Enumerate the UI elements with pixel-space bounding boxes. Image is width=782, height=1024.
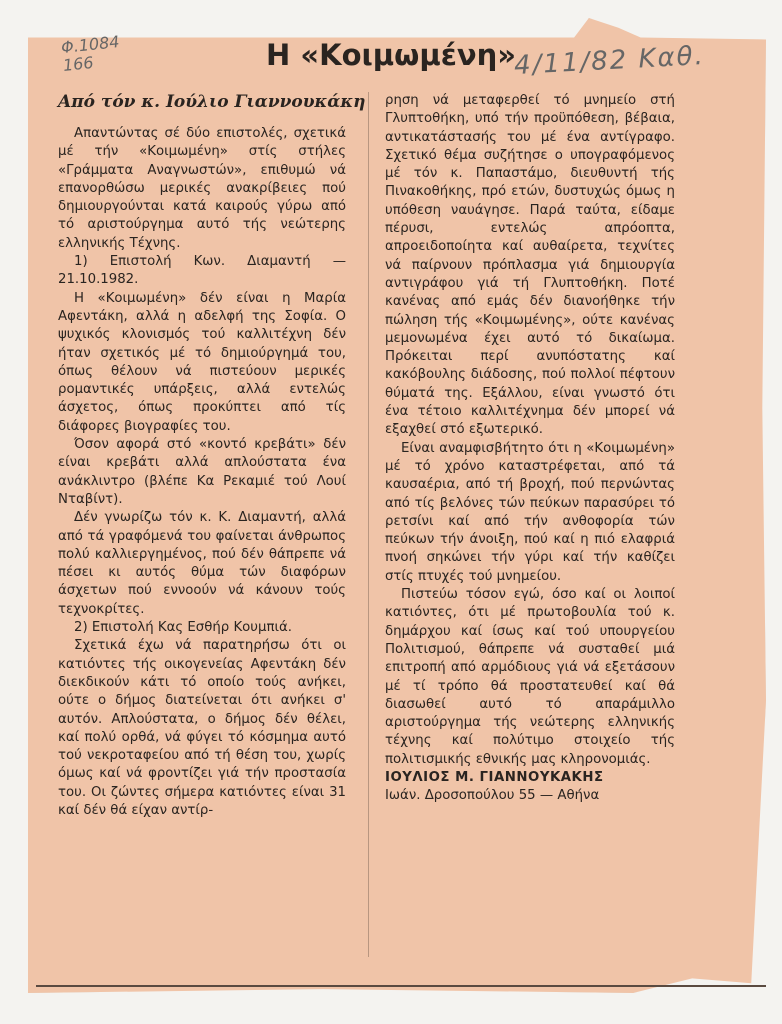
handwritten-line-2: 166 [62,52,95,75]
paragraph: Απαντώντας σέ δύο επιστολές, σχετικά μέ τήν «Κοιμωμένη» στίς στήλες «Γράμματα Αναγνωστών», επιθυμώ νά επανορθώσω μερικές ανακρίβειες πού δημιουργούνται κατά καιρούς γύρω από τό αριστούργημα αυτό τής νεώτερης ελληνικής Τέχνης. [58,126,346,251]
paragraph: ρηση νά μεταφερθεί τό μνημείο στή Γλυπτοθήκη, υπό τήν προϋπόθεση, βέβαια, αντικατάστασής του μέ ένα αντίγραφο. Σχετικό θέμα συζήτησε ο υπογραφόμενος μέ τόν κ. Παπαστάμο, διευθυντή τής Πινακοθήκης, πρό ετών, δυστυχώς όμως η υπόθεση ναυάγησε. Παρά ταύτα, είδαμε πέρυσι, εντελώς απρόοπτα, απροειδοποίητα καί αυθαίρετα, τεχνίτες νά παίρνουν πρόπλασμα γιά δημιουργία αντιγράφου γιά τή Γλυπτοθήκη. Ποτέ κανένας από εμάς δέν διανοήθηκε τήν πώληση τής «Κοιμωμένης», ούτε κανένας μεμονωμένα έχει αυτό τό δικαίωμα. Πρόκειται περί ανυπόστατης καί κακόβουλης διάδοσης, πού πολλοί πέφτουν θύματά της. Εξάλλου, είναι γνωστό ότι ένα τέτοιο καλλιτέχνημα δέν μπορεί νά εξαχθεί στό εξωτερικό. [385,93,675,438]
article-title: Η «Κοιμωμένη» [266,38,516,72]
paragraph: Πιστεύω τόσον εγώ, όσο καί οι λοιποί κατιόντες, ότι μέ πρωτοβουλία τού κ. δημάρχου καί ίσως καί τού υπουργείου Πολιτισμού, θάπρεπε νά συσταθεί μιά επιτροπή από αρμόδιους γιά νά εξετάσουν μέ τί τρόπο θά προστατευθεί καί θά διασωθεί αυτό τό απαράμιλλο αριστούργημα τής νεώτερης ελληνικής τέχνης καί πολύτιμο στοιχείο τής πολιτισμικής εθνικής μας κληρονομιάς. [385,587,675,767]
paragraph: Δέν γνωρίζω τόν κ. Κ. Διαμαντή, αλλά από τά γραφόμενά του φαίνεται άνθρωπος πολύ καλλιεργημένος, πού δέν θάπρεπε νά πέσει κι αυτός θύμα τών διαφόρων άσχετων πού εννοούν νά κάνουν τούς τεχνοκρίτες. [58,510,346,617]
paragraph: Η «Κοιμωμένη» δέν είναι η Μαρία Αφεντάκη, αλλά η αδελφή της Σοφία. Ο ψυχικός κλονισμός τού καλλιτέχνη δέν ήταν σχετικός μέ τό δημιούργημά του, όπως θέλουν νά πιστεύουν μερικές ρομαντικές υπάρξεις, αλλά εντελώς άσχετος, όπως προκύπτει από τίς διάφορες βιογραφίες του. [58,290,346,434]
paragraph: Σχετικά έχω νά παρατηρήσω ότι οι κατιόντες τής οικογενείας Αφεντάκη δέν διεκδικούν κάτι τό οποίο τούς ανήκει, ούτε ο δήμος διατείνεται ότι ανήκει σ' αυτόν. Απλούστατα, ο δήμος δέν θέλει, καί πολύ ορθά, νά φύγει τό κόσμημα αυτό τού νεκροταφείου από τή θέση του, χωρίς όμως καί νά φροντίζει γιά τήν προστασία του. Οι ζώντες σήμερα κατιόντες είναι 31 καί δέν θά είχαν αντίρ- [58,638,346,818]
bottom-rule [36,985,766,987]
paragraph: Όσον αφορά στό «κοντό κρεβάτι» δέν είναι κρεβάτι αλλά απλούστατα ένα ανάκλιντρο (βλέπε Κα Ρεκαμιέ τού Λουί Νταβίντ). [58,437,346,507]
paragraph: Είναι αναμφισβήτητο ότι η «Κοιμωμένη» μέ τό χρόνο καταστρέφεται, από τά καυσαέρια, από τή βροχή, πού περνώντας από τίς βελόνες τών πεύκων παρασύρει τό ρετσίνι καί από τήν ανθοφορία τών πεύκων τήν άνοιξη, πού καί η πιό ελαφριά πνοή σηκώνει τήν γύρι καί τήν καθίζει στίς πτυχές τού μνημείου. [385,440,675,584]
left-column [58,125,346,820]
handwritten-line-1: Φ.1084 [60,32,121,58]
paragraph: 1) Επιστολή Κων. Διαμαντή — 21.10.1982. [58,254,346,288]
article-byline: Από τόν κ. Ιούλιο Γιαννουκάκη [58,92,366,112]
signature-address: Ιωάν. Δροσοπούλου 55 — Αθήνα [385,788,600,804]
paragraph: 2) Επιστολή Κας Εσθήρ Κουμπιά. [74,620,292,636]
right-column [385,92,675,806]
column-divider [368,92,369,957]
handwritten-date-note: 4/11/82 Καθ. [513,41,706,81]
signature-name: ΙΟΥΛΙΟΣ Μ. ΓΙΑΝΝΟΥΚΑΚΗΣ [385,769,604,785]
